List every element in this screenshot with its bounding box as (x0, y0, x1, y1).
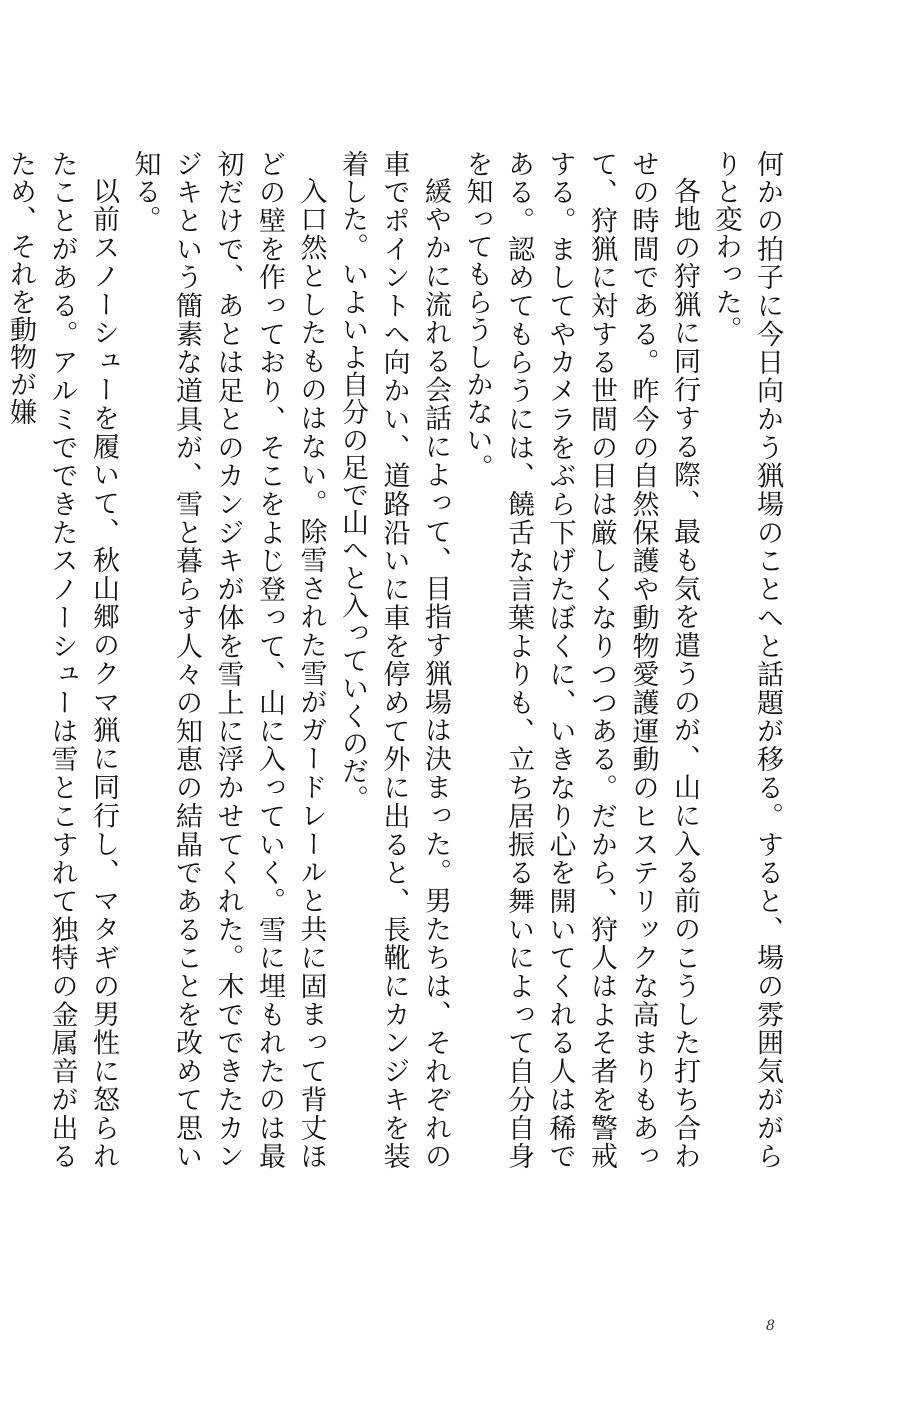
paragraph-5: 以前スノーシューを履いて、秋山郷のクマ猟に同行し、マタギの男性に怒られたことがある。アルミでできたスノーシューは雪とこすれて独特の金属音が出るため、それを動物が嫌 (5, 150, 119, 1170)
paragraph-4: 入口然としたものはない。除雪された雪がガードレールと共に固まって背丈ほどの壁を作っており、そこをよじ登って、山に入っていく。雪に埋もれたのは最初だけで、あとは足とのカンジキが体を雪上に浮かせてくれた。木でできたカンジキという簡素な道具が、雪と暮らす人々の知恵の結晶であることを改めて思い知る。 (129, 150, 327, 1170)
paragraph-3: 緩やかに流れる会話によって、目指す猟場は決まった。男たちは、それぞれの車でポイントへ向かい、道路沿いに車を停めて外に出ると、長靴にカンジキを装着した。いよいよ自分の足で山へと入っていくのだ。 (337, 150, 451, 1170)
page-number: 8 (766, 1318, 775, 1334)
paragraph-2: 各地の狩猟に同行する際、最も気を遣うのが、山に入る前のこうした打ち合わせの時間である。昨今の自然保護や動物愛護運動のヒステリックな高まりもあって、狩猟に対する世間の目は厳しくなりつつある。だから、狩人はよそ者を警戒する。ましてやカメラをぶら下げたぼくに、いきなり心を開いてくれる人は稀である。認めてもらうには、饒舌な言葉よりも、立ち居振る舞いによって自分自身を知ってもらうしかない。 (461, 150, 700, 1170)
vertical-text-body (5, 150, 788, 1170)
paragraph-1: 何かの拍子に今日向かう猟場のことへと話題が移る。すると、場の雰囲気ががらりと変わった。 (710, 150, 783, 1170)
